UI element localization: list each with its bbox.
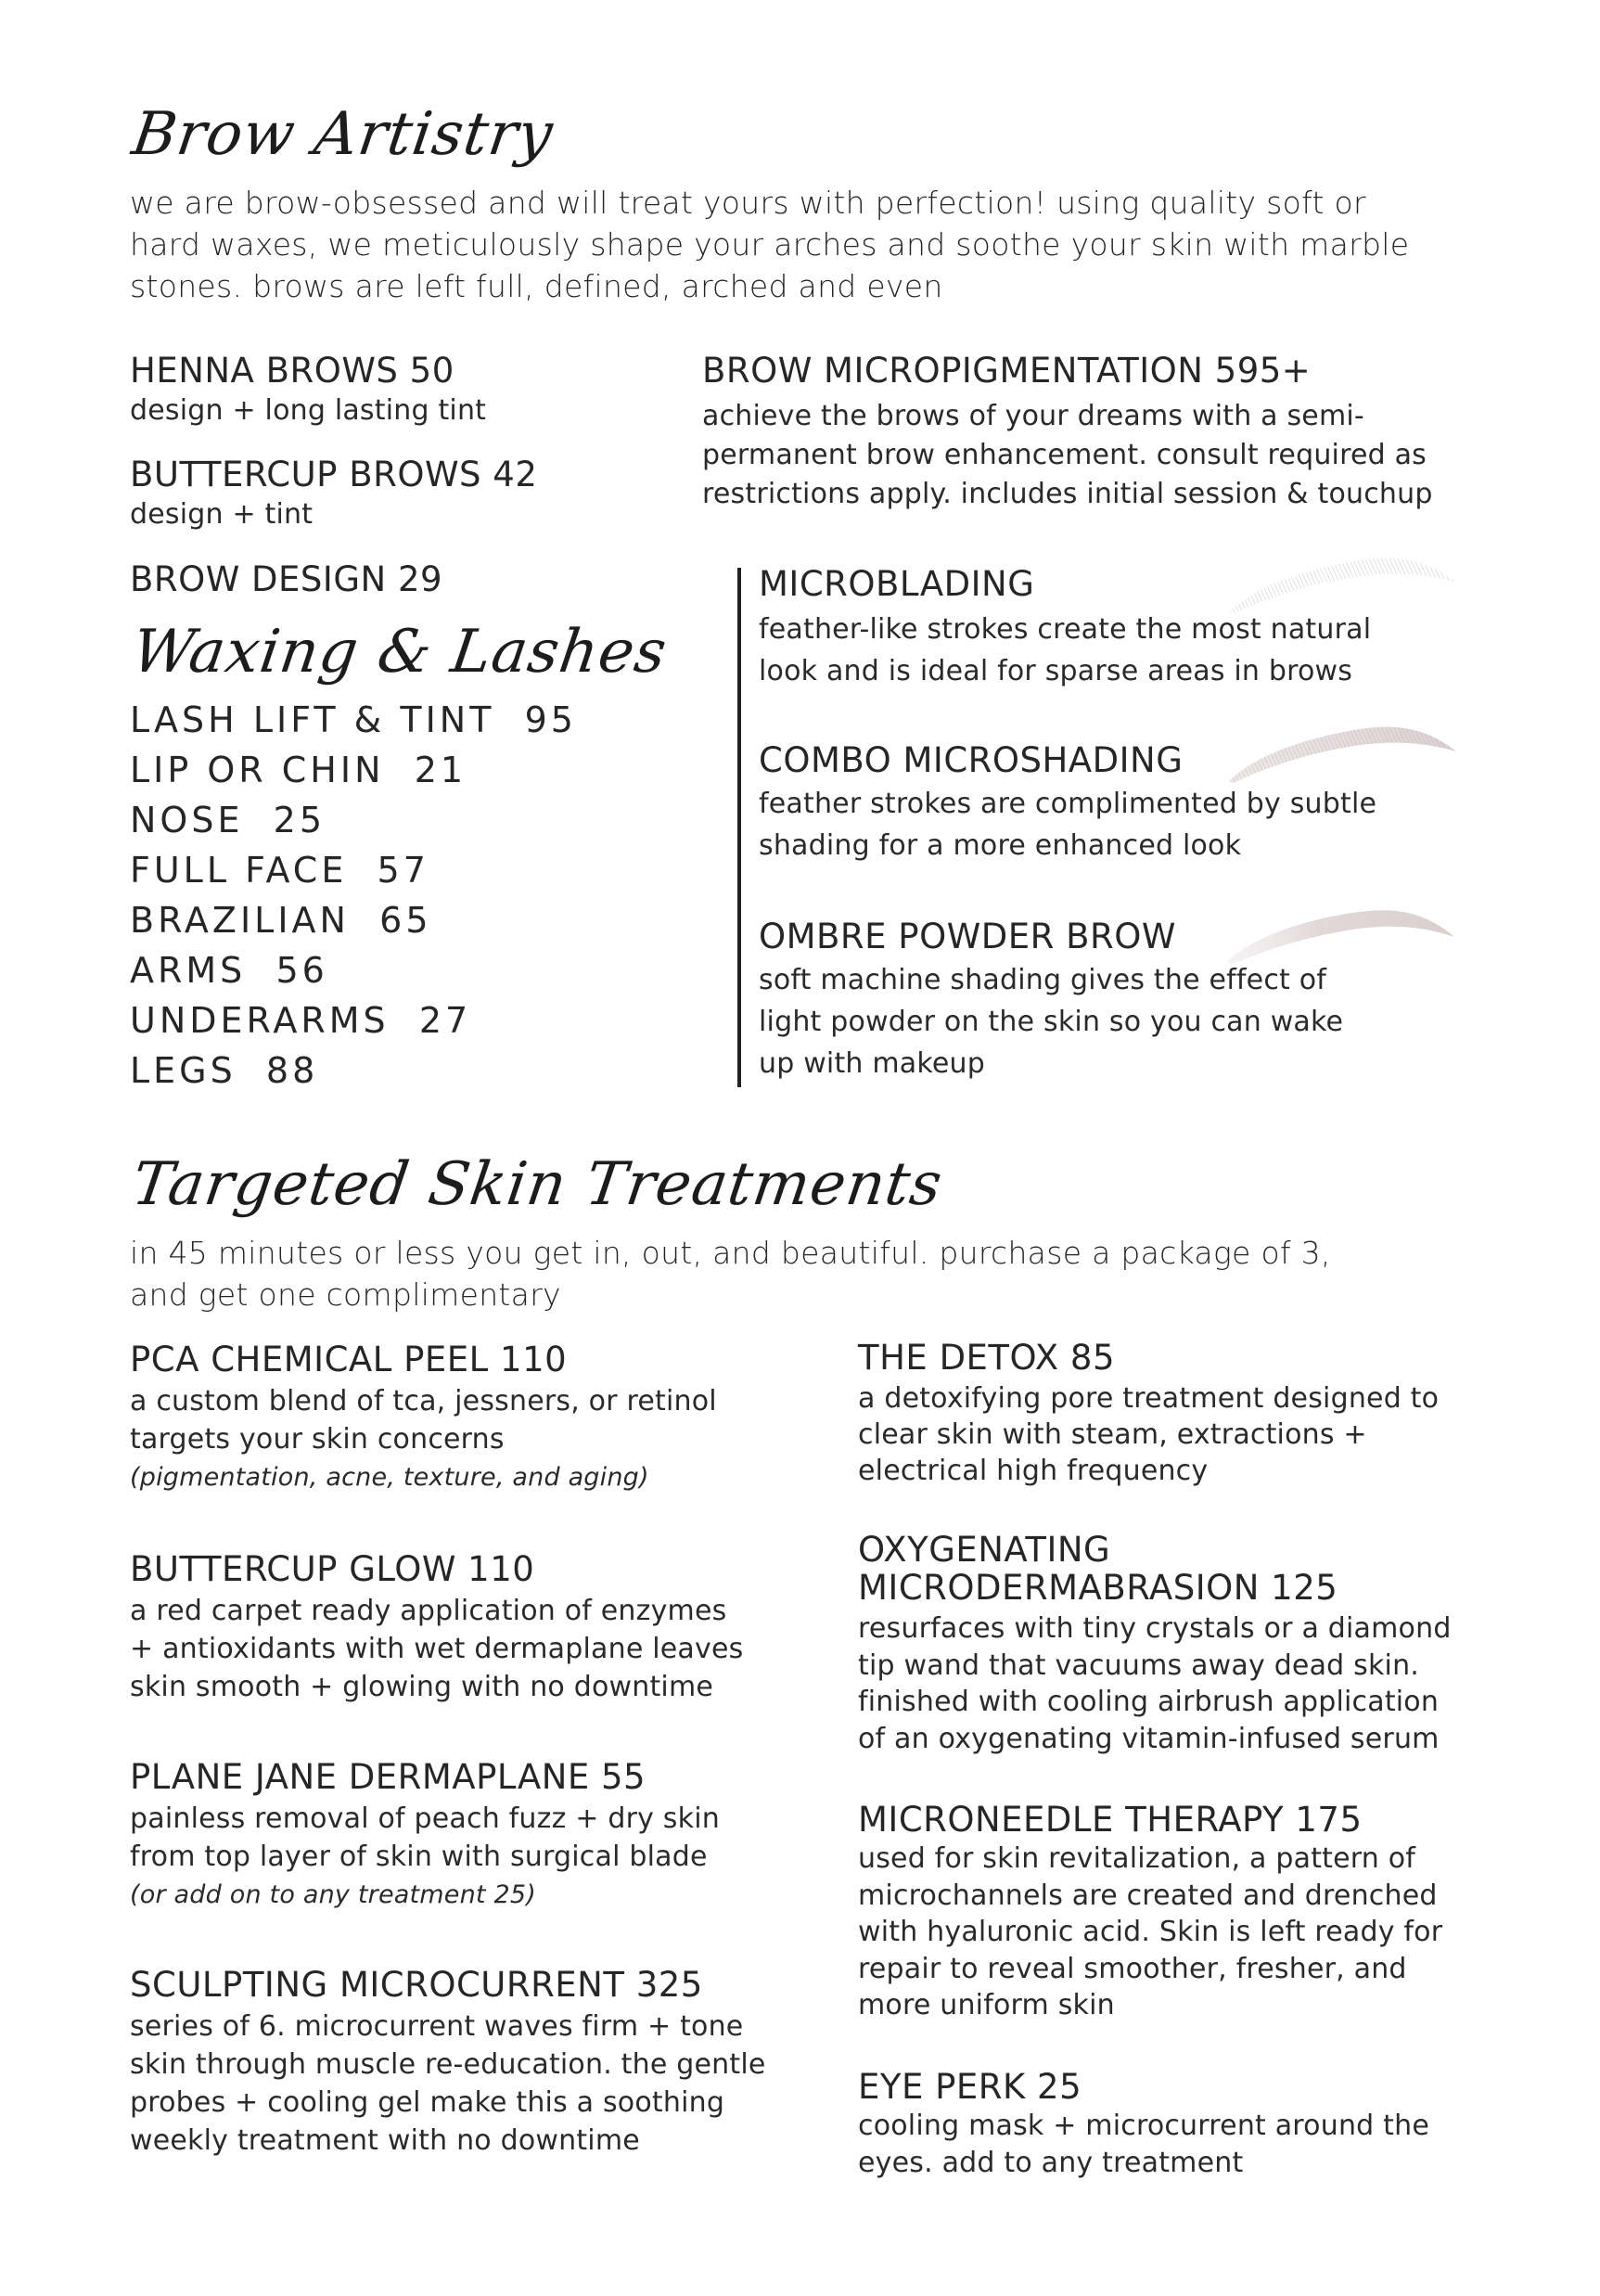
item-price: 27 <box>418 1000 472 1041</box>
desc-line: light powder on the skin so you can wake <box>759 1006 1344 1038</box>
desc-line: permanent brow enhancement. consult required as <box>702 439 1427 471</box>
wax-item-lip-chin <box>130 750 467 790</box>
wax-item-arms <box>130 950 328 991</box>
desc-line: from top layer of skin with surgical blade <box>130 1841 708 1873</box>
treatment-eye-perk: EYE PERK 25 <box>858 2067 1082 2107</box>
service-buttercup-brows: BUTTERCUP BROWS 42 <box>130 455 538 494</box>
intro-line: stones. brows are left full, defined, arched and even <box>130 268 943 304</box>
section-title-brow-artistry: Brow Artistry <box>128 100 557 169</box>
option-ombre-powder-brow: OMBRE POWDER BROW <box>759 917 1176 956</box>
ombre-powder-desc <box>759 959 1343 1084</box>
intro-line: hard waxes, we meticulously shape your arches and soothe your skin with marble <box>130 226 1410 263</box>
item-name: BRAZILIAN <box>130 900 350 941</box>
service-henna-brows: HENNA BROWS 50 <box>130 351 454 391</box>
treatment-eye-perk-desc <box>858 2108 1429 2181</box>
service-brow-micropigmentation: BROW MICROPIGMENTATION 595+ <box>702 351 1312 391</box>
desc-line: feather-like strokes create the most natural <box>759 613 1372 646</box>
desc-line: cooling mask + microcurrent around the <box>858 2110 1429 2142</box>
brow-strokes-icon <box>1224 547 1466 617</box>
desc-line: achieve the brows of your dreams with a semi- <box>702 400 1364 432</box>
intro-line: we are brow-obsessed and will treat yours with perfection! using quality soft or <box>130 185 1366 221</box>
desc-line: painless removal of peach fuzz + dry skin <box>130 1802 720 1835</box>
intro-line: in 45 minutes or less you get in, out, and beautiful. purchase a package of 3, <box>130 1235 1331 1271</box>
desc-line: targets your skin concerns <box>130 1423 505 1456</box>
service-brow-design: BROW DESIGN 29 <box>130 559 443 599</box>
treatment-detox: THE DETOX 85 <box>858 1338 1115 1378</box>
desc-line: a red carpet ready application of enzymes <box>130 1595 727 1627</box>
title-line: OXYGENATING <box>858 1530 1111 1570</box>
treatment-microneedle-desc <box>858 1841 1442 2024</box>
desc-line: weekly treatment with no downtime <box>130 2124 640 2157</box>
wax-item-underarms <box>130 1000 471 1041</box>
treatment-oxygenating-microdermabrasion <box>858 1531 1338 1607</box>
desc-line: tip wand that vacuums away dead skin. <box>858 1648 1420 1682</box>
desc-line: feather strokes are complimented by subtle <box>759 788 1377 820</box>
desc-line: skin smooth + glowing with no downtime <box>130 1671 714 1703</box>
brow-combo-icon <box>1224 716 1466 786</box>
desc-line: up with makeup <box>759 1047 986 1080</box>
treatment-pca-peel-desc <box>130 1382 717 1496</box>
treatment-pca-peel: PCA CHEMICAL PEEL 110 <box>130 1340 568 1379</box>
desc-line: a custom blend of tca, jessners, or retinol <box>130 1385 717 1417</box>
desc-line: eyes. add to any treatment <box>858 2146 1244 2179</box>
item-price: 88 <box>265 1050 319 1091</box>
service-henna-brows-desc: design + long lasting tint <box>130 394 487 427</box>
item-name: UNDERARMS <box>130 1000 390 1041</box>
item-price: 65 <box>379 900 432 941</box>
desc-line: with hyaluronic acid. Skin is left ready for <box>858 1916 1443 1948</box>
treatment-sculpting-microcurrent-desc <box>130 2007 766 2160</box>
skin-treatments-intro <box>130 1232 1331 1315</box>
item-price: 57 <box>377 850 429 891</box>
wax-item-full-face <box>130 850 429 891</box>
item-name: FULL FACE <box>130 850 348 891</box>
item-name: LIP OR CHIN <box>130 750 385 790</box>
desc-line: more uniform skin <box>858 1989 1115 2021</box>
item-name: NOSE <box>130 800 244 840</box>
item-name: ARMS <box>130 950 247 991</box>
vertical-divider <box>737 568 741 1087</box>
desc-line: soft machine shading gives the effect of <box>759 964 1327 996</box>
title-line: MICRODERMABRASION 125 <box>858 1568 1338 1608</box>
treatment-buttercup-glow-desc <box>130 1592 743 1706</box>
micropigmentation-desc <box>702 397 1433 514</box>
item-name: LEGS <box>130 1050 237 1091</box>
section-title-waxing-lashes: Waxing & Lashes <box>128 618 672 686</box>
item-price: 21 <box>414 750 467 790</box>
wax-item-nose <box>130 800 326 840</box>
brow-artistry-intro <box>130 182 1409 307</box>
desc-note: (or add on to any treatment 25) <box>130 1880 536 1909</box>
item-price: 25 <box>273 800 326 840</box>
desc-line: restrictions apply. includes initial session & touchup <box>702 478 1433 510</box>
desc-line: clear skin with steam, extractions + <box>858 1418 1367 1451</box>
option-microblading: MICROBLADING <box>759 564 1035 604</box>
brow-powder-icon <box>1222 898 1464 968</box>
desc-line: electrical high frequency <box>858 1455 1209 1487</box>
desc-line: + antioxidants with wet dermaplane leaves <box>130 1633 744 1665</box>
service-buttercup-brows-desc: design + tint <box>130 498 314 531</box>
section-title-skin-treatments: Targeted Skin Treatments <box>128 1150 947 1219</box>
wax-item-brazilian <box>130 900 432 941</box>
desc-line: shading for a more enhanced look <box>759 829 1242 862</box>
desc-line: probes + cooling gel make this a soothing <box>130 2086 725 2119</box>
item-price: 56 <box>275 950 328 991</box>
treatment-microneedle-therapy: MICRONEEDLE THERAPY 175 <box>858 1800 1363 1840</box>
option-combo-microshading: COMBO MICROSHADING <box>759 740 1184 780</box>
treatment-buttercup-glow: BUTTERCUP GLOW 110 <box>130 1549 535 1589</box>
microblading-desc <box>759 609 1371 692</box>
desc-line: finished with cooling airbrush application <box>858 1686 1440 1718</box>
desc-line: a detoxifying pore treatment designed to <box>858 1382 1440 1415</box>
intro-line: and get one complimentary <box>130 1276 561 1313</box>
desc-line: repair to reveal smoother, fresher, and <box>858 1952 1407 1985</box>
wax-item-legs <box>130 1050 318 1091</box>
desc-line: skin through muscle re-education. the gentle <box>130 2048 766 2081</box>
treatment-sculpting-microcurrent: SCULPTING MICROCURRENT 325 <box>130 1965 703 2005</box>
treatment-oxygenating-desc <box>858 1610 1452 1757</box>
treatment-plane-jane-desc <box>130 1800 720 1914</box>
wax-item-lash-lift <box>130 699 577 740</box>
treatment-plane-jane: PLANE JANE DERMAPLANE 55 <box>130 1757 646 1797</box>
desc-line: resurfaces with tiny crystals or a diamond <box>858 1612 1452 1645</box>
treatment-detox-desc <box>858 1380 1439 1489</box>
desc-line: used for skin revitalization, a pattern of <box>858 1842 1416 1875</box>
desc-line: microchannels are created and drenched <box>858 1879 1438 1912</box>
item-name: LASH LIFT & TINT <box>130 699 495 740</box>
desc-line: series of 6. microcurrent waves firm + tone <box>130 2010 744 2043</box>
item-price: 95 <box>524 699 577 740</box>
desc-line: look and is ideal for sparse areas in brows <box>759 655 1353 687</box>
combo-microshading-desc <box>759 783 1376 866</box>
desc-note: (pigmentation, acne, texture, and aging) <box>130 1463 649 1492</box>
desc-line: of an oxygenating vitamin-infused serum <box>858 1722 1440 1755</box>
